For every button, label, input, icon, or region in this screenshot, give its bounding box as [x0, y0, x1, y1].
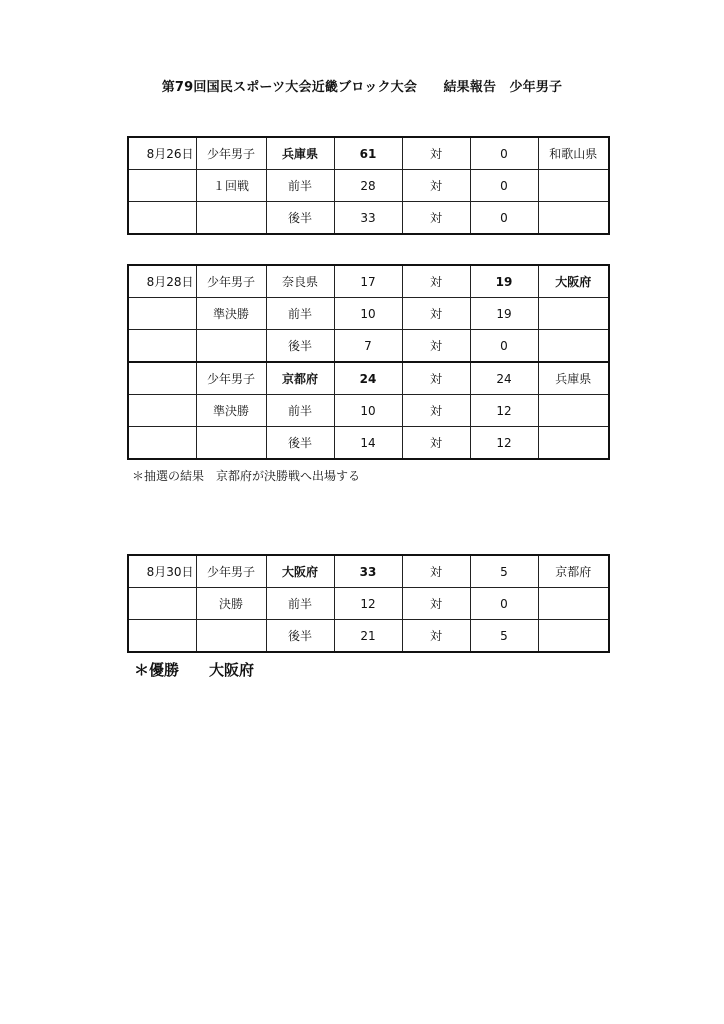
round-cell: 決勝 [196, 588, 266, 620]
table-row [128, 427, 609, 460]
vs-cell: 対 [402, 555, 470, 588]
score-a-cell: 33 [334, 555, 402, 588]
empty-cell [538, 170, 609, 202]
vs-cell: 対 [402, 395, 470, 427]
results-table-semifinals [127, 264, 610, 460]
score-a-cell: 17 [334, 265, 402, 298]
half-label-cell: 後半 [266, 427, 334, 460]
lottery-note: ＊抽選の結果 京都府が決勝戦へ出場する [132, 469, 361, 483]
score-a-cell: 24 [334, 362, 402, 395]
team-a-cell: 大阪府 [266, 555, 334, 588]
results-table-final [127, 554, 610, 653]
empty-cell [128, 395, 196, 427]
half-score-b-cell: 0 [470, 330, 538, 363]
table-row [128, 137, 609, 170]
half-label-cell: 後半 [266, 202, 334, 235]
empty-cell [538, 330, 609, 363]
score-a-cell: 61 [334, 137, 402, 170]
score-b-cell: 0 [470, 137, 538, 170]
team-a-cell: 京都府 [266, 362, 334, 395]
table-row [128, 265, 609, 298]
table-row [128, 170, 609, 202]
vs-cell: 対 [402, 330, 470, 363]
half-score-b-cell: 19 [470, 298, 538, 330]
half-score-b-cell: 0 [470, 170, 538, 202]
half-score-a-cell: 12 [334, 588, 402, 620]
half-score-a-cell: 21 [334, 620, 402, 653]
half-score-a-cell: 33 [334, 202, 402, 235]
category-cell: 少年男子 [196, 362, 266, 395]
team-b-cell: 和歌山県 [538, 137, 609, 170]
category-cell: 少年男子 [196, 265, 266, 298]
category-cell: 少年男子 [196, 555, 266, 588]
winner-label: ＊優勝 [134, 661, 180, 679]
half-label-cell: 前半 [266, 298, 334, 330]
vs-cell: 対 [402, 265, 470, 298]
vs-cell: 対 [402, 588, 470, 620]
vs-cell: 対 [402, 137, 470, 170]
half-score-b-cell: 0 [470, 588, 538, 620]
empty-cell [128, 620, 196, 653]
team-b-cell: 大阪府 [538, 265, 609, 298]
page-title: 第79回国民スポーツ大会近畿ブロック大会 結果報告 少年男子 [161, 80, 563, 95]
half-score-b-cell: 12 [470, 395, 538, 427]
vs-cell: 対 [402, 620, 470, 653]
table-row [128, 588, 609, 620]
table-row [128, 620, 609, 653]
winner-line [134, 659, 254, 680]
team-a-cell: 兵庫県 [266, 137, 334, 170]
score-b-cell: 19 [470, 265, 538, 298]
half-score-a-cell: 14 [334, 427, 402, 460]
table-row [128, 362, 609, 395]
half-label-cell: 前半 [266, 170, 334, 202]
empty-cell [538, 395, 609, 427]
empty-cell [128, 298, 196, 330]
match-date: 8月30日 [128, 555, 196, 588]
empty-cell [128, 202, 196, 235]
team-a-cell: 奈良県 [266, 265, 334, 298]
empty-cell [196, 427, 266, 460]
empty-cell [128, 330, 196, 363]
empty-cell [538, 298, 609, 330]
empty-cell [538, 620, 609, 653]
category-cell: 少年男子 [196, 137, 266, 170]
empty-cell [196, 330, 266, 363]
table-row [128, 202, 609, 235]
empty-cell [538, 202, 609, 235]
match-date: 8月28日 [128, 265, 196, 298]
half-score-a-cell: 10 [334, 395, 402, 427]
empty-cell [538, 427, 609, 460]
empty-cell [128, 362, 196, 395]
half-score-a-cell: 10 [334, 298, 402, 330]
empty-cell [538, 588, 609, 620]
vs-cell: 対 [402, 427, 470, 460]
vs-cell: 対 [402, 170, 470, 202]
score-b-cell: 24 [470, 362, 538, 395]
results-table-first-round [127, 136, 610, 235]
empty-cell [196, 202, 266, 235]
half-score-b-cell: 12 [470, 427, 538, 460]
vs-cell: 対 [402, 202, 470, 235]
empty-cell [196, 620, 266, 653]
table-row [128, 330, 609, 363]
round-cell: 準決勝 [196, 395, 266, 427]
table-row [128, 555, 609, 588]
half-score-a-cell: 7 [334, 330, 402, 363]
half-label-cell: 後半 [266, 330, 334, 363]
empty-cell [128, 427, 196, 460]
team-b-cell: 兵庫県 [538, 362, 609, 395]
half-score-b-cell: 0 [470, 202, 538, 235]
winner-team: 大阪府 [209, 661, 255, 679]
empty-cell [128, 588, 196, 620]
half-score-b-cell: 5 [470, 620, 538, 653]
round-cell: 準決勝 [196, 298, 266, 330]
vs-cell: 対 [402, 298, 470, 330]
vs-cell: 対 [402, 362, 470, 395]
empty-cell [128, 170, 196, 202]
half-score-a-cell: 28 [334, 170, 402, 202]
match-date: 8月26日 [128, 137, 196, 170]
table-row [128, 298, 609, 330]
round-cell: １回戦 [196, 170, 266, 202]
table-row [128, 395, 609, 427]
team-b-cell: 京都府 [538, 555, 609, 588]
half-label-cell: 後半 [266, 620, 334, 653]
half-label-cell: 前半 [266, 588, 334, 620]
half-label-cell: 前半 [266, 395, 334, 427]
score-b-cell: 5 [470, 555, 538, 588]
